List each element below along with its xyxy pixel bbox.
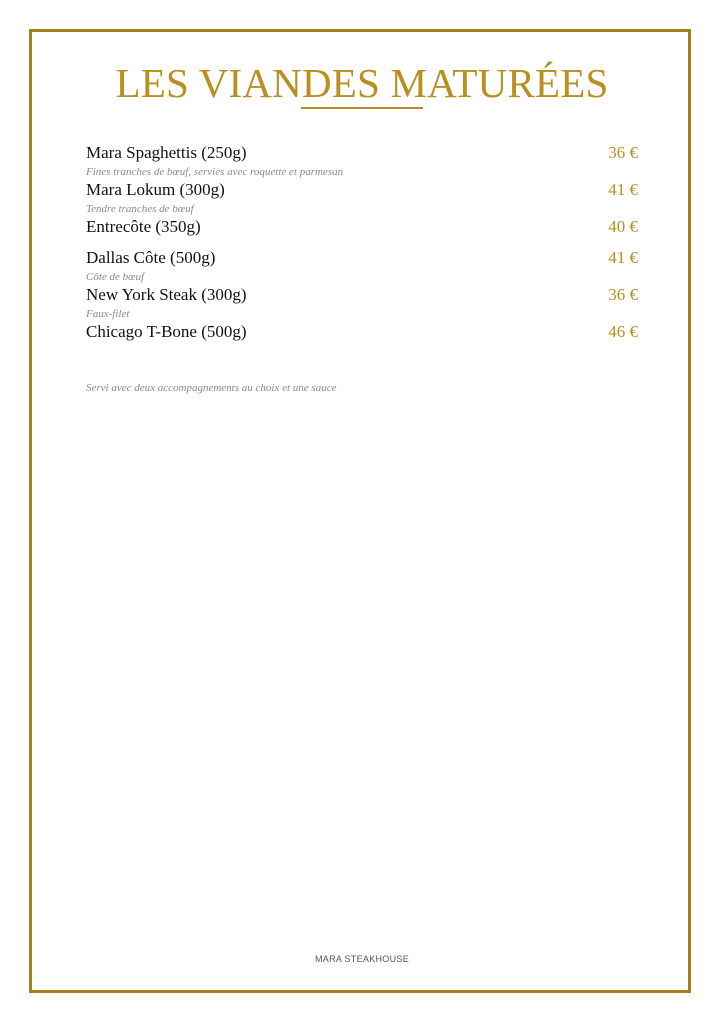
menu-item-description: Fines tranches de bœuf, servies avec roquette et parmesan: [86, 166, 344, 178]
title-underline: [301, 107, 423, 109]
menu-item-name: Dallas Côte (500g): [86, 248, 216, 267]
menu-item-name: Mara Spaghettis (250g): [86, 143, 247, 162]
menu-item-row: [86, 142, 640, 163]
menu-item-row: [86, 179, 640, 200]
menu-item: [86, 284, 640, 321]
menu-item-row: [86, 284, 640, 305]
page-footer: MARA STEAKHOUSE: [314, 954, 410, 964]
menu-item-price: 36 €: [608, 285, 638, 304]
menu-item-row: [86, 216, 640, 237]
menu-item-row: [86, 321, 640, 342]
menu-list: [86, 142, 640, 342]
menu-item: [86, 142, 640, 179]
menu-item-price: 40 €: [608, 217, 638, 236]
menu-item: [86, 321, 640, 342]
menu-item-price: 41 €: [608, 180, 638, 199]
menu-item-name: Entrecôte (350g): [86, 217, 201, 236]
menu-item-name: Chicago T-Bone (500g): [86, 322, 247, 341]
menu-item-price: 46 €: [608, 322, 638, 341]
menu-item-price: 41 €: [608, 248, 638, 267]
menu-item-name: New York Steak (300g): [86, 285, 247, 304]
menu-item-description: Tendre tranches de bœuf: [86, 203, 194, 215]
menu-item-price: 36 €: [608, 143, 638, 162]
menu-item: [86, 216, 640, 247]
menu-item-spacer: [86, 237, 640, 247]
menu-item: [86, 179, 640, 216]
menu-item-name: Mara Lokum (300g): [86, 180, 225, 199]
menu-item-row: [86, 247, 640, 268]
menu-item: [86, 247, 640, 284]
menu-footnote: Servi avec deux accompagnements au choix et une sauce: [86, 382, 337, 394]
page-title: LES VIANDES MATURÉES: [115, 60, 609, 106]
menu-item-description: Côte de bœuf: [86, 271, 145, 283]
menu-item-description: Faux-filet: [86, 308, 130, 320]
